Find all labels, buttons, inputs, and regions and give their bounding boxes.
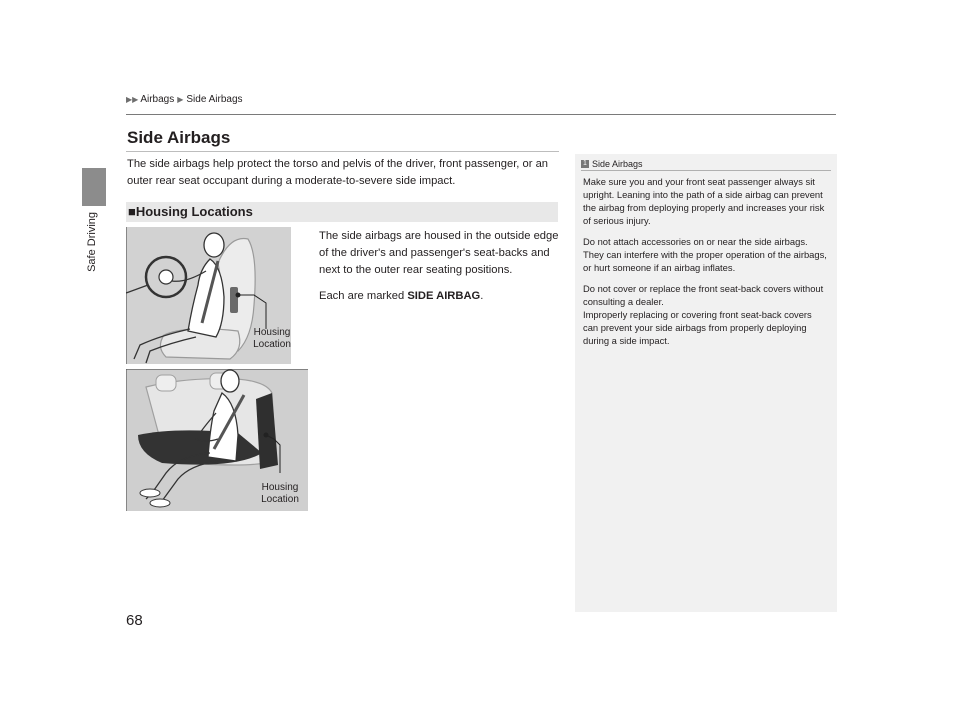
breadcrumb	[126, 94, 243, 105]
note-reference-icon: 1	[581, 160, 589, 168]
callout-line-1: Housing	[253, 327, 291, 338]
note-paragraph: Make sure you and your front seat passenger always sit upright. Leaning into the path of a side airbag can prevent the airbag from deploying properly and increases your risk of serious injury.	[583, 176, 825, 226]
note-paragraph: Improperly replacing or covering front seat-back covers can prevent your side airbags from properly deploying during a side impact.	[583, 309, 812, 346]
side-note-header	[581, 159, 643, 169]
chapter-tab	[82, 168, 106, 206]
side-note-title: Side Airbags	[592, 159, 643, 169]
side-note-rule	[581, 170, 831, 171]
section-body	[319, 228, 559, 314]
intro-paragraph: The side airbags help protect the torso and pelvis of the driver, front passenger, or an outer rear seat occupant during a moderate-to-severe side impact.	[127, 158, 549, 187]
note-paragraph: Do not cover or replace the front seat-back covers without consulting a dealer.	[583, 283, 824, 307]
callout-line-1: Housing	[261, 482, 299, 493]
breadcrumb-arrow-icon: ▶▶	[126, 95, 139, 104]
rear-housing-callout	[255, 482, 305, 506]
note-paragraph: Do not attach accessories on or near the side airbags. They can interfere with the proper operation of the airbags, or hurt someone if an airbag inflates.	[583, 236, 827, 273]
section-heading: ■Housing Locations	[128, 204, 253, 219]
callout-line-2: Location	[253, 339, 291, 350]
header-rule	[126, 114, 836, 115]
title-rule	[126, 151, 559, 152]
side-note-body	[583, 175, 829, 355]
marking-note	[319, 288, 559, 305]
marking-prefix: Each are marked	[319, 290, 408, 302]
marking-suffix: .	[480, 290, 484, 302]
breadcrumb-item-airbags[interactable]: Airbags	[140, 94, 175, 105]
front-housing-callout	[247, 327, 297, 351]
breadcrumb-separator-icon: ▶	[177, 95, 184, 104]
page-number: 68	[126, 612, 143, 629]
page-title: Side Airbags	[127, 128, 231, 147]
chapter-label: Safe Driving	[86, 212, 98, 272]
breadcrumb-item-side-airbags[interactable]: Side Airbags	[186, 94, 243, 105]
callout-line-2: Location	[261, 494, 299, 505]
marking-label: SIDE AIRBAG	[407, 290, 481, 302]
housing-description: The side airbags are housed in the outside edge of the driver's and passenger's seat-backs and next to the outer rear seating positions.	[319, 230, 559, 276]
